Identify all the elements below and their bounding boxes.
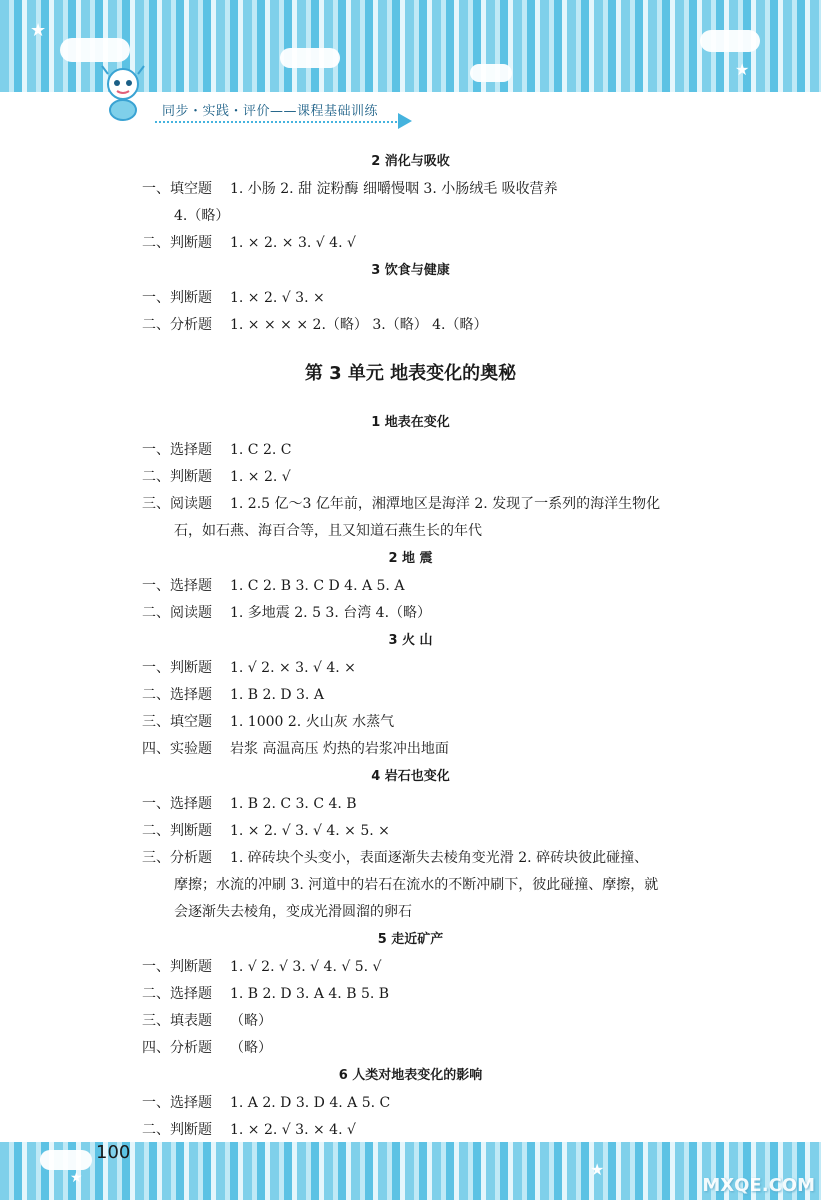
answer-line xyxy=(0,845,821,872)
answer-line xyxy=(0,1035,821,1062)
answer-line xyxy=(0,1008,821,1035)
answer-text: 1. 小肠 2. 甜 淀粉酶 细嚼慢咽 3. 小肠绒毛 吸收营养 xyxy=(230,181,558,197)
answer-line xyxy=(0,437,821,464)
book-series-title: 同步・实践・评价——课程基础训练 xyxy=(162,104,379,119)
header-dotted-line xyxy=(155,121,405,123)
answer-line xyxy=(0,655,821,682)
question-type-label: 一、填空题 xyxy=(142,181,212,197)
mascot-icon xyxy=(92,62,154,124)
question-type-label: 一、判断题 xyxy=(142,660,212,676)
page-number: 100 xyxy=(96,1142,131,1163)
question-type-label: 二、选择题 xyxy=(142,986,212,1002)
question-type-label: 一、判断题 xyxy=(142,959,212,975)
question-type-label: 三、填表题 xyxy=(142,1013,212,1029)
cloud-decoration xyxy=(280,48,340,68)
question-type-label: 二、判断题 xyxy=(142,1122,212,1138)
question-type-label: 一、选择题 xyxy=(142,442,212,458)
section-heading: 1 地表在变化 xyxy=(371,415,450,430)
question-type-label: 二、选择题 xyxy=(142,687,212,703)
answer-text: （略） xyxy=(230,1013,272,1029)
answer-text: 1. × 2. √ 3. √ 4. × 5. × xyxy=(230,823,390,839)
answer-line xyxy=(0,491,821,518)
cloud-decoration xyxy=(470,64,512,82)
answer-continuation: 4.（略） xyxy=(174,208,230,224)
watermark: MXQE.COM xyxy=(702,1175,815,1196)
answer-key-content xyxy=(0,148,821,1144)
question-type-label: 三、填空题 xyxy=(142,714,212,730)
answer-line xyxy=(0,176,821,203)
answer-line xyxy=(0,709,821,736)
answer-text: 1. × × × × 2.（略） 3.（略） 4.（略） xyxy=(230,317,488,333)
answer-line xyxy=(0,818,821,845)
answer-line xyxy=(0,312,821,339)
question-type-label: 二、判断题 xyxy=(142,469,212,485)
answer-line xyxy=(0,682,821,709)
answer-line xyxy=(0,1117,821,1144)
question-type-label: 一、选择题 xyxy=(142,1095,212,1111)
answer-text: 1. 1000 2. 火山灰 水蒸气 xyxy=(230,714,395,730)
section-heading: 3 饮食与健康 xyxy=(371,263,450,278)
question-type-label: 一、判断题 xyxy=(142,290,212,306)
answer-text: 1. × 2. √ 3. × xyxy=(230,290,325,306)
answer-text: 1. 多地震 2. 5 3. 台湾 4.（略） xyxy=(230,605,432,621)
section-heading: 2 地 震 xyxy=(388,551,433,566)
answer-line xyxy=(0,573,821,600)
answer-text: （略） xyxy=(230,1040,272,1056)
question-type-label: 四、实验题 xyxy=(142,741,212,757)
star-icon: ★ xyxy=(30,20,47,41)
section-heading: 5 走近矿产 xyxy=(377,932,444,947)
unit-title: 第 3 单元 地表变化的奥秘 xyxy=(304,363,517,384)
answer-text: 1. C 2. B 3. C D 4. A 5. A xyxy=(230,578,405,594)
question-type-label: 二、分析题 xyxy=(142,317,212,333)
star-icon: ★ xyxy=(590,1160,605,1179)
answer-text: 1. × 2. √ xyxy=(230,469,291,485)
question-type-label: 一、选择题 xyxy=(142,796,212,812)
answer-text: 1. × 2. √ 3. × 4. √ xyxy=(230,1122,356,1138)
question-type-label: 二、判断题 xyxy=(142,235,212,251)
answer-continuation: 摩擦；水流的冲刷 3. 河道中的岩石在流水的不断冲刷下，彼此碰撞、摩擦，就 xyxy=(174,877,659,893)
answer-text: 1. C 2. C xyxy=(230,442,292,458)
answer-line xyxy=(0,230,821,257)
answer-text: 1. 2.5 亿～3 亿年前，湘潭地区是海洋 2. 发现了一系列的海洋生物化 xyxy=(230,496,661,512)
answer-text: 1. A 2. D 3. D 4. A 5. C xyxy=(230,1095,391,1111)
answer-text: 1. B 2. C 3. C 4. B xyxy=(230,796,357,812)
answer-line xyxy=(0,464,821,491)
answer-text: 1. B 2. D 3. A 4. B 5. B xyxy=(230,986,390,1002)
answer-text: 1. B 2. D 3. A xyxy=(230,687,324,703)
section-heading: 2 消化与吸收 xyxy=(371,154,450,169)
question-type-label: 三、分析题 xyxy=(142,850,212,866)
question-type-label: 二、判断题 xyxy=(142,823,212,839)
answer-line xyxy=(0,791,821,818)
star-icon: ★ xyxy=(70,1170,83,1186)
header-arrow-icon xyxy=(398,113,412,129)
question-type-label: 三、阅读题 xyxy=(142,496,212,512)
answer-line xyxy=(0,1090,821,1117)
cloud-decoration xyxy=(60,38,130,62)
section-heading: 4 岩石也变化 xyxy=(371,769,450,784)
section-heading: 6 人类对地表变化的影响 xyxy=(338,1068,483,1083)
answer-line xyxy=(0,954,821,981)
star-icon: ★ xyxy=(735,60,750,79)
answer-continuation: 石，如石燕、海百合等，且又知道石燕生长的年代 xyxy=(174,523,482,539)
answer-line xyxy=(0,736,821,763)
cloud-decoration xyxy=(700,30,760,52)
question-type-label: 二、阅读题 xyxy=(142,605,212,621)
answer-text: 岩浆 高温高压 灼热的岩浆冲出地面 xyxy=(230,741,449,757)
answer-text: 1. √ 2. √ 3. √ 4. √ 5. √ xyxy=(230,959,382,975)
answer-continuation: 会逐渐失去棱角，变成光滑圆溜的卵石 xyxy=(174,904,412,920)
cloud-decoration xyxy=(40,1150,92,1170)
answer-text: 1. √ 2. × 3. √ 4. × xyxy=(230,660,356,676)
answer-line xyxy=(0,981,821,1008)
section-heading: 3 火 山 xyxy=(388,633,433,648)
answer-text: 1. 碎砖块个头变小，表面逐渐失去棱角变光滑 2. 碎砖块彼此碰撞、 xyxy=(230,850,649,866)
question-type-label: 一、选择题 xyxy=(142,578,212,594)
answer-line xyxy=(0,285,821,312)
answer-line xyxy=(0,600,821,627)
answer-text: 1. × 2. × 3. √ 4. √ xyxy=(230,235,356,251)
question-type-label: 四、分析题 xyxy=(142,1040,212,1056)
